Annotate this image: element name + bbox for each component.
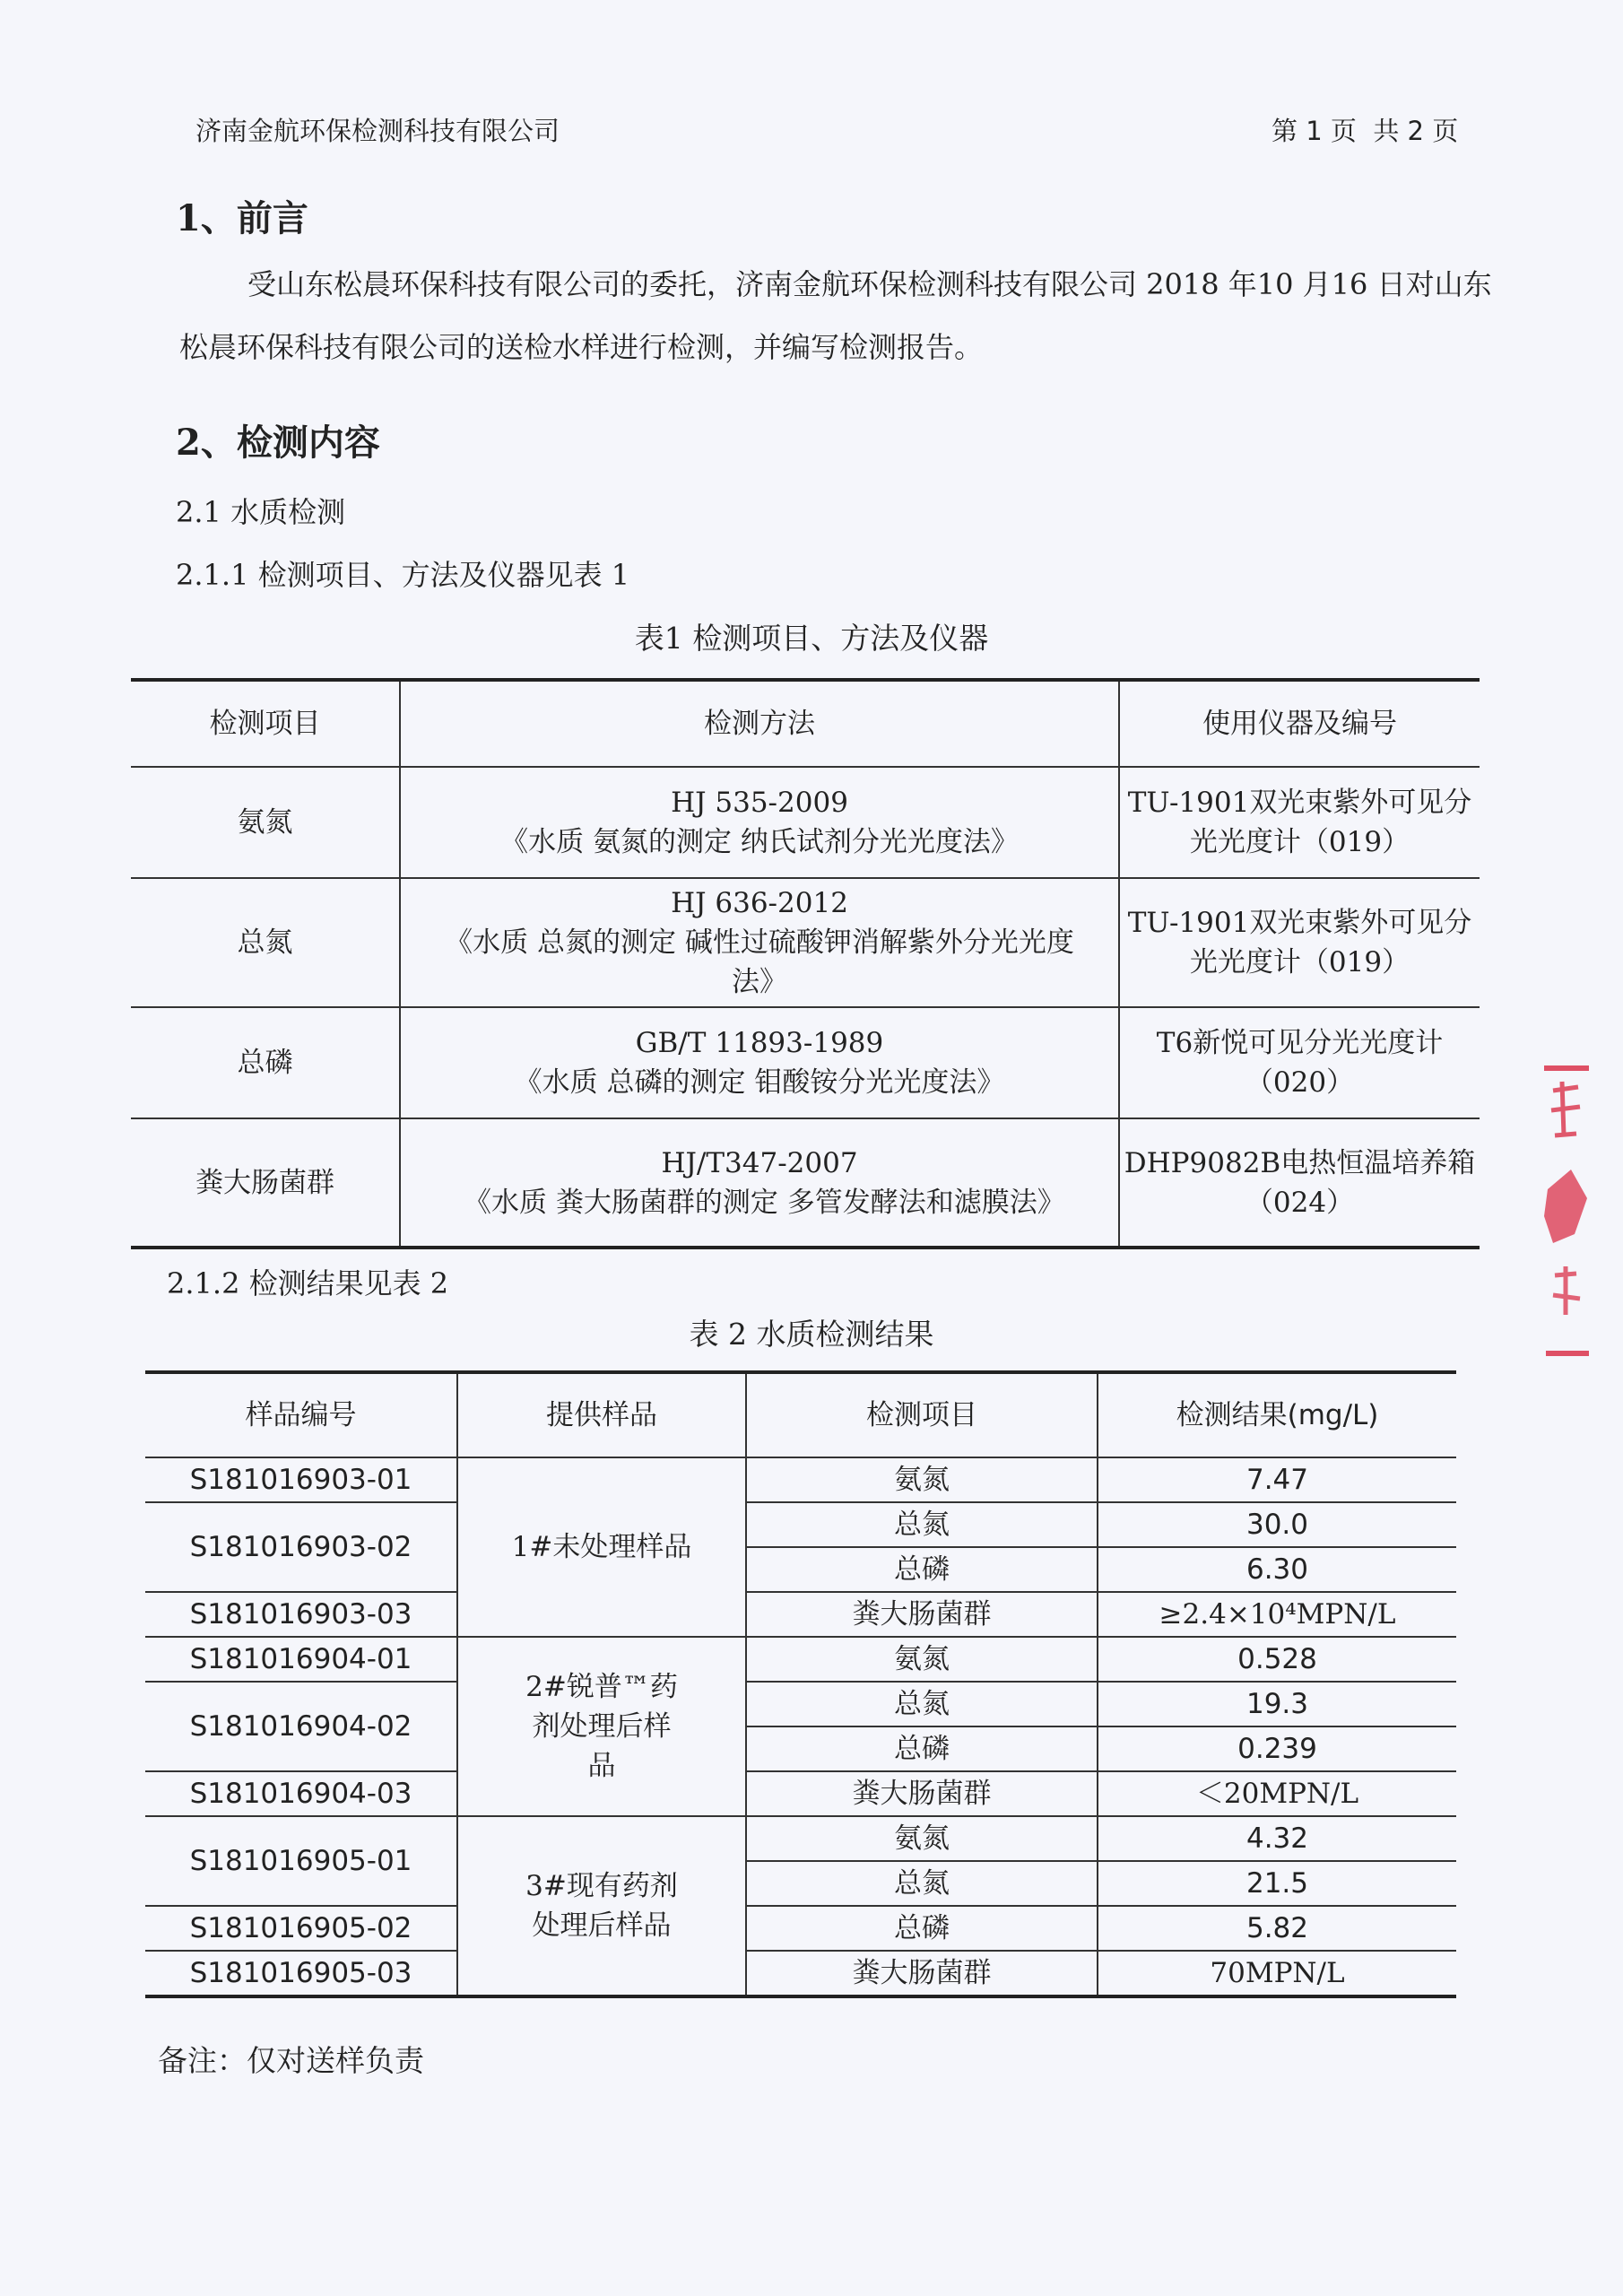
sample-id-cell: S181016905-02 <box>145 1906 457 1951</box>
method-cell <box>400 1007 1119 1118</box>
method-code: HJ 535-2009 <box>671 787 848 819</box>
method-cell <box>400 1118 1119 1248</box>
section-2-title: 2、检测内容 <box>176 422 380 464</box>
result-cell: 0.239 <box>1098 1726 1456 1771</box>
result-cell: 6.30 <box>1098 1547 1456 1592</box>
seal-mark <box>1553 1266 1580 1315</box>
item-cell: 粪大肠菌群 <box>131 1118 400 1248</box>
sample-id-cell: S181016903-02 <box>145 1502 457 1592</box>
table-row <box>145 1457 1456 1502</box>
sample-cell: 3#现有药剂处理后样品 <box>457 1816 746 1996</box>
table-header-row <box>131 680 1480 767</box>
header-sample-id: 样品编号 <box>145 1372 457 1457</box>
table-row <box>131 1007 1480 1118</box>
method-cell <box>400 878 1119 1007</box>
results-table <box>145 1370 1456 1998</box>
intro-paragraph: 受山东松晨环保科技有限公司的委托，济南金航环保检测科技有限公司 2018 年10 月16 日对山东松晨环保科技有限公司的送检水样进行检测，并编写检测报告。 <box>179 267 1492 364</box>
instrument-cell: TU-1901双光束紫外可见分光光度计（019） <box>1119 878 1480 1007</box>
table1-caption: 表1 检测项目、方法及仪器 <box>634 621 989 656</box>
test-item-cell: 总氮 <box>746 1682 1098 1726</box>
seal-mark <box>1551 1082 1580 1135</box>
method-cell <box>400 767 1119 878</box>
subsection-2-1: 2.1 水质检测 <box>176 495 346 529</box>
result-cell: 4.32 <box>1098 1816 1456 1861</box>
method-code: GB/T 11893-1989 <box>635 1027 884 1059</box>
header-method: 检测方法 <box>400 680 1119 767</box>
test-item-cell: 粪大肠菌群 <box>746 1951 1098 1996</box>
item-cell: 总氮 <box>131 878 400 1007</box>
sample-id-cell: S181016904-02 <box>145 1682 457 1771</box>
header-company: 济南金航环保检测科技有限公司 <box>195 116 560 146</box>
result-cell: 70MPN/L <box>1098 1951 1456 1996</box>
method-code: HJ/T347-2007 <box>661 1146 858 1179</box>
instrument-cell: T6新悦可见分光光度计（020） <box>1119 1007 1480 1118</box>
test-item-cell: 总磷 <box>746 1547 1098 1592</box>
subsection-2-1-1: 2.1.1 检测项目、方法及仪器见表 1 <box>176 558 630 592</box>
method-name: 《水质 氨氮的测定 纳氏试剂分光光度法》 <box>500 826 1019 858</box>
table-row <box>145 1592 1456 1637</box>
seal-mark <box>1544 1065 1589 1071</box>
result-cell: 30.0 <box>1098 1502 1456 1547</box>
sample-id-cell: S181016904-03 <box>145 1771 457 1816</box>
table-row <box>145 1637 1456 1682</box>
instrument-cell: TU-1901双光束紫外可见分光光度计（019） <box>1119 767 1480 878</box>
test-item-cell: 总氮 <box>746 1861 1098 1906</box>
sample-id-cell: S181016905-01 <box>145 1816 457 1906</box>
item-cell: 氨氮 <box>131 767 400 878</box>
method-name: 《水质 总氮的测定 碱性过硫酸钾消解紫外分光光度法》 <box>445 926 1074 998</box>
header-instrument: 使用仪器及编号 <box>1119 680 1480 767</box>
test-item-cell: 总氮 <box>746 1502 1098 1547</box>
result-cell: ≥2.4×10⁴MPN/L <box>1098 1592 1456 1637</box>
table-row <box>131 767 1480 878</box>
header-page-info: 第 1 页 共 2 页 <box>1271 116 1459 146</box>
sample-id-cell: S181016905-03 <box>145 1951 457 1996</box>
table-row <box>145 1502 1456 1547</box>
header-sample: 提供样品 <box>457 1372 746 1457</box>
table2-caption: 表 2 水质检测结果 <box>689 1317 934 1352</box>
table-row <box>145 1906 1456 1951</box>
table-row <box>131 878 1480 1007</box>
footnote: 备注：仅对送样负责 <box>158 2043 424 2078</box>
result-cell: 19.3 <box>1098 1682 1456 1726</box>
seal-mark <box>1544 1170 1587 1243</box>
test-item-cell: 氨氮 <box>746 1637 1098 1682</box>
test-item-cell: 氨氮 <box>746 1457 1098 1502</box>
method-code: HJ 636-2012 <box>671 887 848 919</box>
test-item-cell: 粪大肠菌群 <box>746 1771 1098 1816</box>
sample-cell: 1#未处理样品 <box>457 1457 746 1637</box>
test-item-cell: 总磷 <box>746 1906 1098 1951</box>
table-header-row <box>145 1372 1456 1457</box>
table-row <box>145 1951 1456 1996</box>
methods-table <box>131 678 1480 1249</box>
test-item-cell: 总磷 <box>746 1726 1098 1771</box>
item-cell: 总磷 <box>131 1007 400 1118</box>
subsection-2-1-2: 2.1.2 检测结果见表 2 <box>167 1266 449 1300</box>
sample-id-cell: S181016904-01 <box>145 1637 457 1682</box>
test-item-cell: 氨氮 <box>746 1816 1098 1861</box>
instrument-cell: DHP9082B电热恒温培养箱（024） <box>1119 1118 1480 1248</box>
table-row <box>145 1771 1456 1816</box>
table-row <box>145 1816 1456 1861</box>
result-cell: 21.5 <box>1098 1861 1456 1906</box>
table-row <box>145 1682 1456 1726</box>
header-test-item: 检测项目 <box>746 1372 1098 1457</box>
seal-mark <box>1546 1351 1589 1356</box>
result-cell: ＜20MPN/L <box>1098 1771 1456 1816</box>
result-cell: 7.47 <box>1098 1457 1456 1502</box>
test-item-cell: 粪大肠菌群 <box>746 1592 1098 1637</box>
method-name: 《水质 粪大肠菌群的测定 多管发酵法和滤膜法》 <box>464 1186 1065 1219</box>
red-seal-stamp <box>1535 1055 1598 1369</box>
section-1-title: 1、前言 <box>176 197 308 239</box>
sample-id-cell: S181016903-01 <box>145 1457 457 1502</box>
result-cell: 0.528 <box>1098 1637 1456 1682</box>
result-cell: 5.82 <box>1098 1906 1456 1951</box>
sample-id-cell: S181016903-03 <box>145 1592 457 1637</box>
header-item: 检测项目 <box>131 680 400 767</box>
table-row <box>131 1118 1480 1248</box>
header-result: 检测结果(mg/L) <box>1098 1372 1456 1457</box>
method-name: 《水质 总磷的测定 钼酸铵分光光度法》 <box>514 1066 1005 1099</box>
sample-cell: 2#锐普™药剂处理后样品 <box>457 1637 746 1816</box>
